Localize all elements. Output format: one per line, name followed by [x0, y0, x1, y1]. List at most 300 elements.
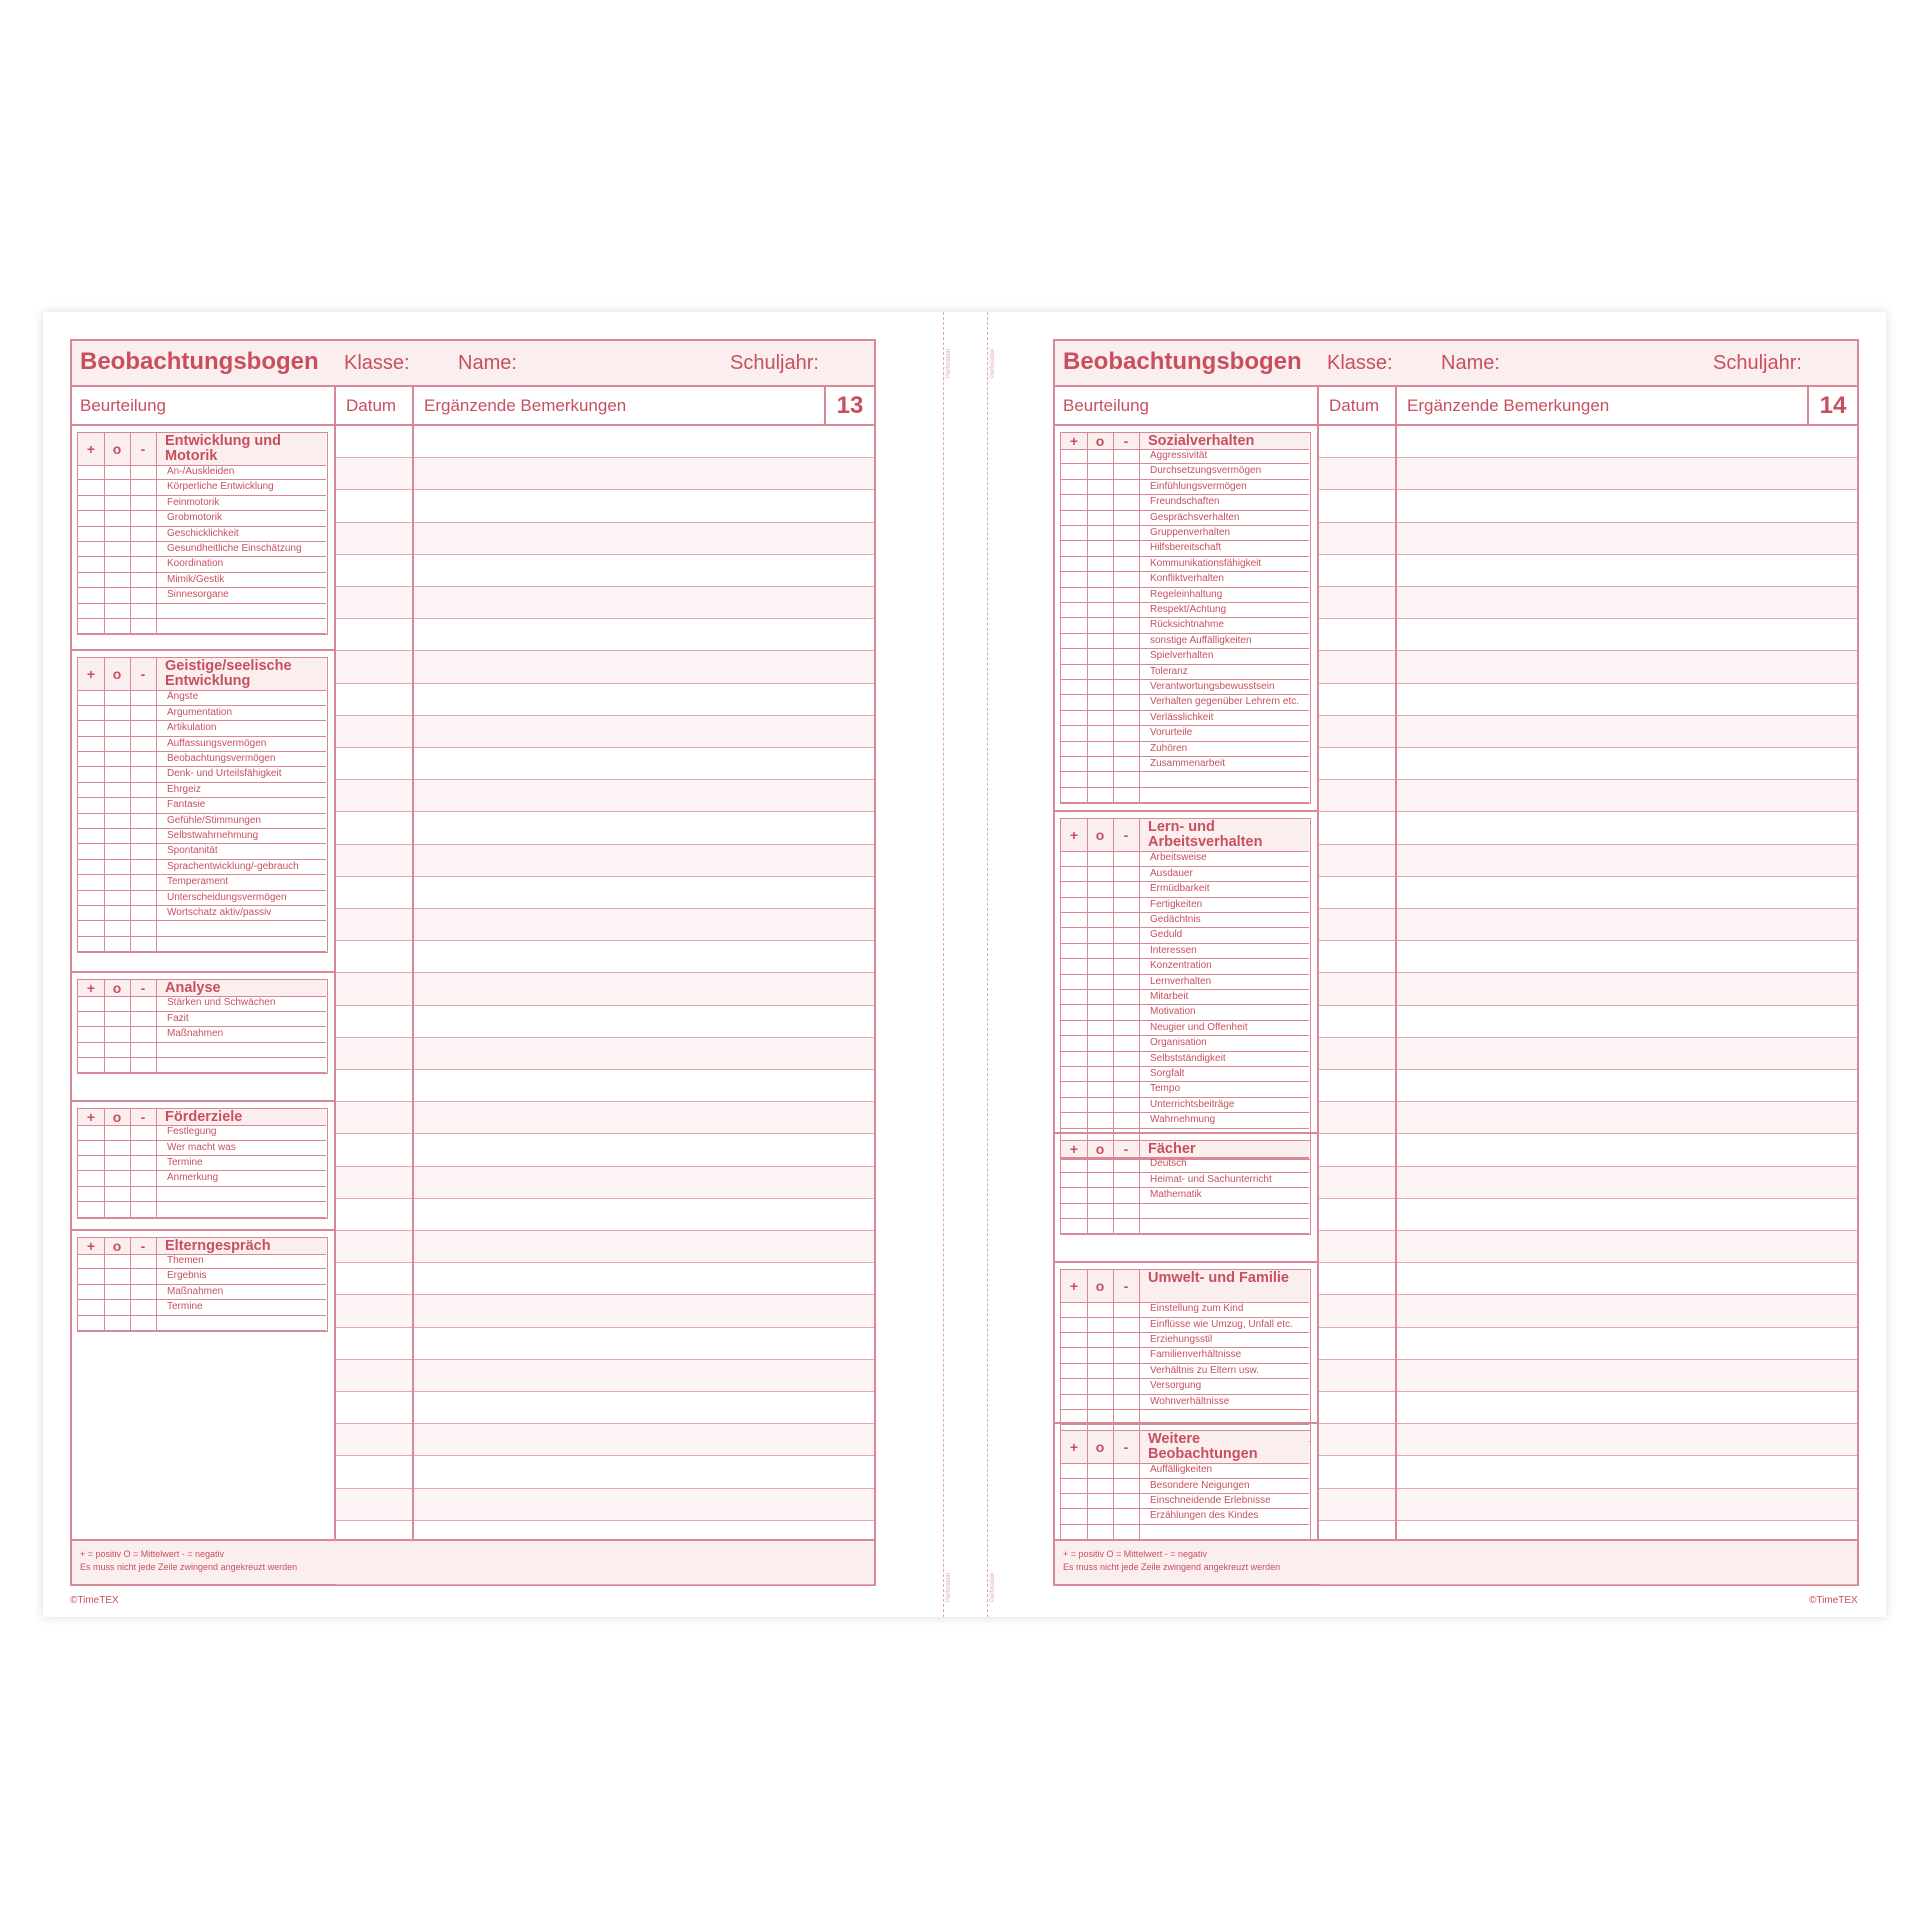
col-datum: Datum: [1329, 396, 1380, 415]
rating-item-label: Koordination: [167, 558, 224, 570]
writing-row[interactable]: [336, 458, 874, 490]
minus-symbol: -: [1123, 433, 1129, 449]
section-title: Geistige/seelische Entwicklung: [165, 658, 292, 690]
rating-item-row[interactable]: [1061, 1082, 1309, 1097]
rating-item-row[interactable]: [78, 527, 326, 542]
rating-item-row[interactable]: [1061, 572, 1309, 587]
writing-row[interactable]: [1319, 1038, 1857, 1070]
rating-item-row[interactable]: [78, 996, 326, 1011]
rating-item-row[interactable]: [78, 783, 326, 798]
perforation-line: [987, 312, 988, 1617]
writing-row[interactable]: [1319, 651, 1857, 683]
writing-row[interactable]: [1319, 1070, 1857, 1102]
rating-item-row[interactable]: [1061, 990, 1309, 1005]
rating-item-row[interactable]: [78, 706, 326, 721]
writing-row[interactable]: [336, 1489, 874, 1521]
rating-item-row[interactable]: [78, 937, 326, 952]
rating-item-row[interactable]: [78, 921, 326, 936]
rating-item-row[interactable]: [78, 767, 326, 782]
rating-item-label: Fantasie: [167, 799, 206, 811]
rating-item-row[interactable]: [1061, 742, 1309, 757]
writing-row[interactable]: [1319, 1199, 1857, 1231]
rating-item-row[interactable]: [1061, 913, 1309, 928]
rating-item-row[interactable]: [78, 1269, 326, 1284]
rating-item-row[interactable]: [1061, 1204, 1309, 1219]
rating-item-label: Ehrgeiz: [167, 783, 201, 795]
rating-item-row[interactable]: [1061, 1157, 1309, 1172]
writing-row[interactable]: [1319, 877, 1857, 909]
name-field[interactable]: Name:: [1441, 352, 1500, 374]
rating-item-row[interactable]: [78, 1187, 326, 1202]
writing-row[interactable]: [336, 1295, 874, 1327]
rating-item-label: Fazit: [167, 1012, 189, 1024]
rating-item-row[interactable]: [1061, 944, 1309, 959]
writing-row[interactable]: [336, 1199, 874, 1231]
rating-item-label: Vorurteile: [1150, 727, 1193, 739]
form-page-14: [1053, 339, 1859, 1586]
name-field[interactable]: Name:: [458, 352, 517, 374]
rating-item-label: Ergebnis: [167, 1270, 207, 1282]
rating-item-label: Kommunikationsfähigkeit: [1150, 557, 1262, 569]
rating-item-label: Verantwortungsbewusstsein: [1150, 681, 1275, 692]
rating-box: [77, 979, 328, 1074]
rating-item-label: Motivation: [1150, 1006, 1196, 1018]
rating-box-header: [1061, 1141, 1309, 1158]
rating-item-label: Konzentration: [1150, 960, 1212, 972]
section-title: Lern- und Arbeitsverhalten: [1148, 819, 1263, 851]
rating-item-label: Termine: [167, 1156, 203, 1168]
rating-item-row[interactable]: [78, 1156, 326, 1171]
plus-symbol: +: [86, 441, 96, 457]
perforation-label: Perforation: [946, 1572, 952, 1602]
rating-item-row[interactable]: [1061, 526, 1309, 541]
writing-row[interactable]: [1319, 684, 1857, 716]
plus-symbol: +: [1069, 1439, 1079, 1456]
writing-row[interactable]: [1319, 1006, 1857, 1038]
perforation-label: Perforation: [990, 348, 996, 378]
rating-item-label: Verlässlichkeit: [1150, 711, 1214, 723]
col-datum: Datum: [346, 396, 397, 415]
rating-item-row[interactable]: [1061, 449, 1309, 464]
rating-box-header: [1061, 1270, 1309, 1303]
rating-item-label: Maßnahmen: [167, 1285, 224, 1297]
rating-item-row[interactable]: [1061, 495, 1309, 510]
rating-item-label: Wortschatz aktiv/passiv: [167, 906, 272, 918]
rating-item-label: Feinmotorik: [167, 496, 220, 508]
rating-item-label: Ermüdbarkeit: [1150, 883, 1210, 895]
writing-row[interactable]: [1319, 523, 1857, 555]
col-bemerkungen: Ergänzende Bemerkungen: [1407, 396, 1610, 415]
legend-note: Es muss nicht jede Zeile zwingend angekreuzt werden: [80, 1562, 298, 1572]
rating-item-row[interactable]: [1061, 1348, 1309, 1363]
writing-row[interactable]: [336, 1070, 874, 1102]
rating-item-row[interactable]: [78, 557, 326, 572]
writing-row[interactable]: [1319, 812, 1857, 844]
rating-item-row[interactable]: [1061, 867, 1309, 882]
schuljahr-field[interactable]: Schuljahr:: [1713, 352, 1802, 374]
form-page-13: [70, 339, 876, 1586]
rating-box: [77, 657, 328, 953]
zero-symbol: o: [1095, 1278, 1105, 1295]
rating-item-row[interactable]: [1061, 649, 1309, 664]
rating-item-row[interactable]: [78, 891, 326, 906]
writing-row[interactable]: [1319, 1392, 1857, 1424]
rating-item-row[interactable]: [1061, 1173, 1309, 1188]
rating-item-row[interactable]: [1061, 711, 1309, 726]
zero-symbol: o: [112, 666, 122, 683]
rating-item-row[interactable]: [1061, 882, 1309, 897]
rating-item-label: Neugier und Offenheit: [1150, 1021, 1248, 1033]
writing-row[interactable]: [336, 619, 874, 651]
rating-item-row[interactable]: [1061, 680, 1309, 695]
rating-item-label: Erzählungen des Kindes: [1150, 1510, 1259, 1522]
writing-row[interactable]: [336, 748, 874, 780]
rating-item-row[interactable]: [1061, 788, 1309, 803]
perforation-line: [943, 312, 944, 1617]
rating-item-row[interactable]: [1061, 1395, 1309, 1410]
rating-box-header: [1061, 433, 1309, 450]
rating-item-row[interactable]: [1061, 1219, 1309, 1234]
rating-item-row[interactable]: [78, 752, 326, 767]
rating-item-row[interactable]: [78, 875, 326, 890]
rating-item-row[interactable]: [1061, 1509, 1309, 1524]
rating-box: [77, 1108, 328, 1218]
page-header: [1055, 341, 1857, 387]
rating-item-label: Heimat- und Sachunterricht: [1150, 1173, 1272, 1185]
rating-item-label: Zusammenarbeit: [1150, 758, 1226, 769]
plus-symbol: +: [1069, 433, 1079, 449]
rating-item-row[interactable]: [1061, 1463, 1309, 1478]
rating-item-label: Gruppenverhalten: [1150, 527, 1231, 538]
writing-row[interactable]: [336, 684, 874, 716]
rating-item-row[interactable]: [78, 906, 326, 921]
column-header-row: [72, 387, 874, 426]
page-number: 14: [1807, 387, 1857, 424]
rating-item-label: Themen: [167, 1255, 204, 1266]
rating-item-row[interactable]: [1061, 959, 1309, 974]
rating-item-row[interactable]: [78, 814, 326, 829]
writing-row[interactable]: [1319, 973, 1857, 1005]
rating-item-row[interactable]: [78, 480, 326, 495]
rating-item-row[interactable]: [1061, 618, 1309, 633]
writing-row[interactable]: [1319, 845, 1857, 877]
rating-item-label: Durchsetzungsvermögen: [1150, 465, 1262, 477]
rating-item-row[interactable]: [78, 798, 326, 813]
rating-item-row[interactable]: [1061, 634, 1309, 649]
rating-item-label: Gesundheitliche Einschätzung: [167, 543, 302, 554]
writing-row[interactable]: [336, 555, 874, 587]
writing-row[interactable]: [336, 651, 874, 683]
rating-box-header: [78, 1238, 326, 1255]
writing-row[interactable]: [336, 1263, 874, 1295]
form-title: Beobachtungsbogen: [80, 348, 319, 375]
column-divider: [1395, 387, 1397, 1584]
perforation-label: Perforation: [946, 348, 952, 378]
writing-row[interactable]: [336, 1167, 874, 1199]
writing-row[interactable]: [336, 1424, 874, 1456]
klasse-field[interactable]: Klasse:: [1327, 352, 1393, 374]
rating-item-label: Grobmotorik: [167, 512, 223, 524]
writing-row[interactable]: [336, 845, 874, 877]
rating-item-row[interactable]: [1061, 1525, 1309, 1540]
rating-item-row[interactable]: [1061, 1113, 1309, 1128]
writing-row[interactable]: [1319, 587, 1857, 619]
rating-item-row[interactable]: [1061, 757, 1309, 772]
rating-item-row[interactable]: [1061, 695, 1309, 710]
rating-item-label: Wahrnehmung: [1150, 1114, 1216, 1126]
minus-symbol: -: [1123, 1278, 1129, 1295]
writing-row[interactable]: [336, 1102, 874, 1134]
writing-row[interactable]: [336, 1038, 874, 1070]
writing-row[interactable]: [1319, 458, 1857, 490]
writing-row[interactable]: [1319, 941, 1857, 973]
rating-item-row[interactable]: [1061, 1098, 1309, 1113]
rating-item-label: Organisation: [1150, 1037, 1207, 1049]
writing-row[interactable]: [1319, 1489, 1857, 1521]
rating-item-row[interactable]: [78, 1027, 326, 1042]
section-title: Entwicklung und Motorik: [165, 433, 281, 464]
rating-item-row[interactable]: [1061, 1318, 1309, 1333]
col-bemerkungen: Ergänzende Bemerkungen: [424, 396, 627, 415]
rating-item-label: Maßnahmen: [167, 1028, 224, 1040]
rating-item-label: Aggressivität: [1150, 450, 1208, 461]
writing-row[interactable]: [1319, 426, 1857, 458]
rating-box: [77, 1237, 328, 1332]
writing-row[interactable]: [1319, 780, 1857, 812]
rating-item-row[interactable]: [78, 721, 326, 736]
writing-row[interactable]: [1319, 748, 1857, 780]
writing-row[interactable]: [336, 909, 874, 941]
rating-item-label: Toleranz: [1150, 665, 1188, 677]
page-footer: [1055, 1539, 1857, 1584]
rating-item-row[interactable]: [1061, 1379, 1309, 1394]
writing-row[interactable]: [336, 587, 874, 619]
rating-item-label: Spielverhalten: [1150, 650, 1214, 662]
writing-row[interactable]: [336, 877, 874, 909]
rating-item-row[interactable]: [1061, 541, 1309, 556]
rating-item-row[interactable]: [1061, 1494, 1309, 1509]
rating-item-label: Erziehungsstil: [1150, 1333, 1213, 1345]
rating-item-label: Anmerkung: [167, 1172, 219, 1184]
rating-item-label: Wohnverhältnisse: [1150, 1395, 1230, 1407]
rating-item-row[interactable]: [1061, 464, 1309, 479]
writing-row[interactable]: [1319, 1263, 1857, 1295]
rating-item-row[interactable]: [1061, 898, 1309, 913]
rating-item-row[interactable]: [1061, 1410, 1309, 1425]
rating-box: [1060, 432, 1311, 804]
writing-row[interactable]: [336, 973, 874, 1005]
rating-item-row[interactable]: [78, 542, 326, 557]
rating-box: [1060, 1269, 1311, 1442]
rating-item-label: Spontanität: [167, 845, 218, 857]
rating-item-label: Artikulation: [167, 722, 217, 734]
writing-row[interactable]: [336, 490, 874, 522]
rating-item-label: Mitarbeit: [1150, 990, 1189, 1002]
minus-symbol: -: [140, 441, 146, 457]
rating-item-row[interactable]: [78, 573, 326, 588]
writing-row[interactable]: [1319, 490, 1857, 522]
rating-item-row[interactable]: [1061, 1052, 1309, 1067]
rating-item-row[interactable]: [1061, 557, 1309, 572]
writing-row[interactable]: [336, 1231, 874, 1263]
rating-item-row[interactable]: [1061, 1036, 1309, 1051]
minus-symbol: -: [140, 980, 146, 997]
minus-symbol: -: [1123, 1141, 1129, 1158]
rating-item-label: Zuhören: [1150, 742, 1188, 754]
rating-item-row[interactable]: [1061, 928, 1309, 943]
rating-item-row[interactable]: [1061, 511, 1309, 526]
rating-item-row[interactable]: [78, 1171, 326, 1186]
rating-item-row[interactable]: [78, 1202, 326, 1217]
rating-item-row[interactable]: [78, 1285, 326, 1300]
rating-item-row[interactable]: [1061, 603, 1309, 618]
rating-item-label: Festlegung: [167, 1126, 217, 1138]
rating-item-row[interactable]: [1061, 480, 1309, 495]
writing-row[interactable]: [1319, 1134, 1857, 1166]
rating-item-row[interactable]: [78, 844, 326, 859]
rating-item-row[interactable]: [78, 588, 326, 603]
rating-item-row[interactable]: [78, 690, 326, 705]
writing-row[interactable]: [1319, 1102, 1857, 1134]
rating-item-label: Termine: [167, 1301, 203, 1313]
rating-item-row[interactable]: [1061, 726, 1309, 741]
writing-row[interactable]: [1319, 1295, 1857, 1327]
writing-row[interactable]: [1319, 1231, 1857, 1263]
rating-item-row[interactable]: [78, 1254, 326, 1269]
rating-item-row[interactable]: [78, 496, 326, 511]
rating-item-row[interactable]: [78, 1043, 326, 1058]
rating-item-label: Argumentation: [167, 706, 233, 718]
rating-item-label: Lernverhalten: [1150, 975, 1212, 987]
section-title: Umwelt- und Familie: [1148, 1270, 1289, 1287]
section-title: Analyse: [165, 980, 221, 997]
writing-row[interactable]: [1319, 1360, 1857, 1392]
writing-row[interactable]: [336, 1006, 874, 1038]
rating-item-row[interactable]: [1061, 772, 1309, 787]
writing-row[interactable]: [336, 523, 874, 555]
rating-box-header: [1061, 1431, 1309, 1464]
writing-row[interactable]: [336, 1328, 874, 1360]
rating-item-label: Fertigkeiten: [1150, 898, 1203, 910]
rating-item-label: Einflüsse wie Umzug, Unfall etc.: [1150, 1318, 1293, 1330]
rating-box-header: [78, 433, 326, 466]
rating-item-label: Sprachentwicklung/-gebrauch: [167, 860, 299, 872]
writing-row[interactable]: [336, 1360, 874, 1392]
writing-row[interactable]: [336, 941, 874, 973]
rating-item-row[interactable]: [1061, 1364, 1309, 1379]
rating-legend: [80, 1548, 297, 1574]
rating-item-label: Verhältnis zu Eltern usw.: [1150, 1364, 1259, 1376]
rating-item-row[interactable]: [78, 465, 326, 480]
writing-row[interactable]: [1319, 1167, 1857, 1199]
rating-item-row[interactable]: [78, 1125, 326, 1140]
writing-row[interactable]: [1319, 1328, 1857, 1360]
rating-item-row[interactable]: [1061, 1188, 1309, 1203]
rating-item-row[interactable]: [78, 619, 326, 634]
plus-symbol: +: [1069, 827, 1079, 844]
writing-row[interactable]: [336, 1134, 874, 1166]
col-beurteilung: Beurteilung: [80, 396, 167, 415]
writing-row[interactable]: [336, 812, 874, 844]
column-header-row: [1055, 387, 1857, 426]
section-title: Weitere Beobachtungen: [1148, 1431, 1258, 1463]
rating-item-row[interactable]: [78, 1300, 326, 1315]
rating-box-header: [1061, 819, 1309, 852]
zero-symbol: o: [1095, 1141, 1105, 1158]
rating-item-row[interactable]: [78, 1141, 326, 1156]
zero-symbol: o: [112, 1238, 122, 1254]
column-divider: [1317, 387, 1319, 1584]
klasse-field[interactable]: Klasse:: [344, 352, 410, 374]
rating-box: [77, 432, 328, 635]
writing-row[interactable]: [336, 716, 874, 748]
rating-item-row[interactable]: [78, 829, 326, 844]
writing-row[interactable]: [336, 426, 874, 458]
rating-item-label: Stärken und Schwächen: [167, 997, 276, 1009]
rating-item-row[interactable]: [1061, 975, 1309, 990]
rating-item-row[interactable]: [78, 604, 326, 619]
rating-item-row[interactable]: [1061, 665, 1309, 680]
rating-item-row[interactable]: [1061, 851, 1309, 866]
rating-item-row[interactable]: [78, 860, 326, 875]
rating-item-label: Einfühlungsvermögen: [1150, 480, 1247, 492]
section-title: Förderziele: [165, 1109, 243, 1126]
writing-row[interactable]: [336, 780, 874, 812]
rating-item-label: Denk- und Urteilsfähigkeit: [167, 768, 282, 780]
writing-row[interactable]: [336, 1392, 874, 1424]
rating-item-row[interactable]: [1061, 1302, 1309, 1317]
rating-item-label: Respekt/Achtung: [1150, 604, 1227, 615]
schuljahr-field[interactable]: Schuljahr:: [730, 352, 819, 374]
copyright-left: ©TimeTEX: [70, 1595, 119, 1606]
writing-row[interactable]: [1319, 716, 1857, 748]
rating-item-label: Einschneidende Erlebnisse: [1150, 1494, 1271, 1506]
rating-item-row[interactable]: [1061, 1005, 1309, 1020]
rating-item-label: Regeleinhaltung: [1150, 588, 1223, 600]
column-divider: [334, 387, 336, 1584]
rating-item-label: Hilfsbereitschaft: [1150, 542, 1222, 554]
rating-item-label: Konfliktverhalten: [1150, 573, 1224, 585]
rating-item-row[interactable]: [1061, 1479, 1309, 1494]
rating-item-row[interactable]: [1061, 1333, 1309, 1348]
rating-item-row[interactable]: [1061, 1021, 1309, 1036]
rating-box: [1060, 1430, 1311, 1541]
rating-item-label: Beobachtungsvermögen: [167, 752, 276, 764]
writing-row[interactable]: [1319, 1424, 1857, 1456]
rating-item-row[interactable]: [78, 511, 326, 526]
zero-symbol: o: [1095, 433, 1105, 449]
rating-item-row[interactable]: [78, 1316, 326, 1331]
rating-item-label: Ängste: [167, 691, 199, 703]
rating-item-row[interactable]: [1061, 588, 1309, 603]
writing-row[interactable]: [1319, 619, 1857, 651]
rating-item-label: Mimik/Gestik: [167, 573, 225, 585]
plus-symbol: +: [1069, 1141, 1079, 1158]
rating-item-label: Sinnesorgane: [167, 589, 229, 601]
rating-item-row[interactable]: [78, 1058, 326, 1073]
rating-item-row[interactable]: [78, 1012, 326, 1027]
section-title: Sozialverhalten: [1148, 433, 1255, 449]
rating-item-label: Tempo: [1150, 1083, 1181, 1095]
writing-row[interactable]: [1319, 555, 1857, 587]
rating-item-row[interactable]: [78, 737, 326, 752]
writing-row[interactable]: [336, 1456, 874, 1488]
rating-item-row[interactable]: [1061, 1067, 1309, 1082]
writing-row[interactable]: [1319, 1456, 1857, 1488]
writing-row[interactable]: [1319, 909, 1857, 941]
booklet-spread: [43, 312, 1886, 1617]
rating-item-label: Familienverhältnisse: [1150, 1349, 1242, 1361]
